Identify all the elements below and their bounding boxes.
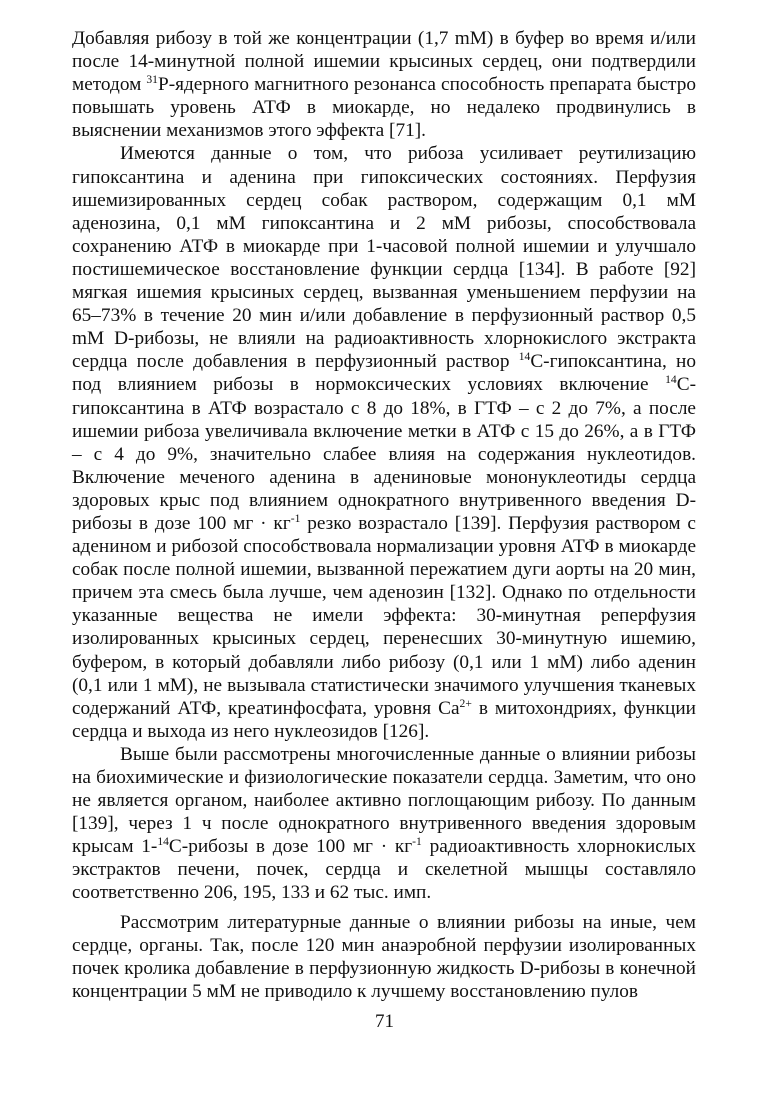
text-run: в митохондриях, функции сердца и выхода из него нуклеозидов [126]. [72, 697, 696, 742]
superscript: 14 [665, 373, 677, 387]
text-run: С-гипоксантина в АТФ возрастало с 8 до 18%, в ГТФ – с 2 до 7%, а после ишемии рибоза увеличивала включение метки в АТФ с 15 до 26%, а в ГТФ – с 4 до 9%, значительно слабее влияя на содержания нуклеотидов. Включение меченого аденина в адениновые мононуклеотиды сердца здоровых крыс под влиянием однократного внутривенного введения D-рибозы в дозе 100 мг · кг [72, 374, 696, 534]
paragraph [72, 27, 696, 142]
superscript: -1 [412, 835, 422, 849]
text-run: Имеются данные о том, что рибоза усиливает реутилизацию гипоксантина и аденина при гипоксических состояниях. Перфузия ишемизированных сердец собак раствором, содержащим 0,1 мМ аденозина, 0,1 мМ гипоксантина и 2 мМ рибозы, способствовала сохранению АТФ в миокарде при 1-часовой полной ишемии и улучшало постишемическое восстановление функции сердца [134]. В работе [92] мягкая ишемия крысиных сердец, вызванная уменьшением перфузии на 65–73% в течение 20 мин и/или добавление в перфузионный раствор 0,5 mM D-рибозы, не влияли на радиоактивность хлорнокислого экстракта сердца после добавления в перфузионный раствор [72, 143, 696, 373]
superscript: -1 [290, 512, 301, 526]
text-run: Выше были рассмотрены многочисленные данные о влиянии рибозы на биохимические и физиологические показатели сердца. Заметим, что оно не является органом, наиболее активно поглощающим рибозу. По данным [139], через 1 ч после однократного внутривенного введения здоровым крысам 1- [72, 743, 696, 858]
text-run: Р-ядерного магнитного резонанса способность препарата быстро повышать уровень АТФ в миокарде, но недалеко продвинулись в выяснении механизмов этого эффекта [71]. [72, 74, 696, 142]
text-run: С-гипоксантина, но под влиянием рибозы в нормоксических условиях включение [72, 351, 696, 396]
text-run: радиоактивность хлорнокислых экстрактов печени, почек, сердца и скелетной мышцы составляло соответственно 206, 195, 133 и 62 тыс. имп. [72, 836, 697, 904]
text-run: С-рибозы в дозе 100 мг · кг [168, 836, 413, 858]
superscript: 2+ [459, 696, 472, 710]
paragraph [72, 743, 696, 905]
body-text [72, 27, 696, 1003]
paragraph [72, 142, 696, 742]
superscript: 31 [146, 73, 158, 87]
text-run: резко возрастало [139]. Перфузия раствором с аденином и рибозой способствовала нормализации уровня АТФ в миокарде собак после полной ишемии, вызванной пережатием дуги аорты на 20 мин, причем эта смесь была лучше, чем аденозин [132]. Однако по отдельности указанные вещества не имели эффекта: 30-минутная реперфузия изолированных крысиных сердец, перенесших 30-минутную ишемию, буфером, в который добавляли либо рибозу (0,1 или 1 мМ) либо аденин (0,1 или 1 мМ), не вызывала статистически значимого улучшения тканевых содержаний АТФ, креатинфосфата, уровня Ca [72, 512, 696, 719]
paragraph [72, 911, 696, 1003]
superscript: 14 [518, 350, 531, 364]
page-number: 71 [375, 1011, 394, 1032]
superscript: 14 [157, 835, 169, 849]
text-run: Добавляя рибозу в той же концентрации (1,7 mM) в буфер во время и/или после 14-минутной полной ишемии крысиных сердец, они подтвердили методом [72, 28, 696, 96]
text-run: Рассмотрим литературные данные о влиянии рибозы на иные, чем сердце, органы. Так, после 120 мин анаэробной перфузии изолированных почек кролика добавление в перфузионную жидкость D-рибозы в конечной концентрации 5 мМ не приводило к лучшему восстановлению пулов [72, 911, 696, 1002]
